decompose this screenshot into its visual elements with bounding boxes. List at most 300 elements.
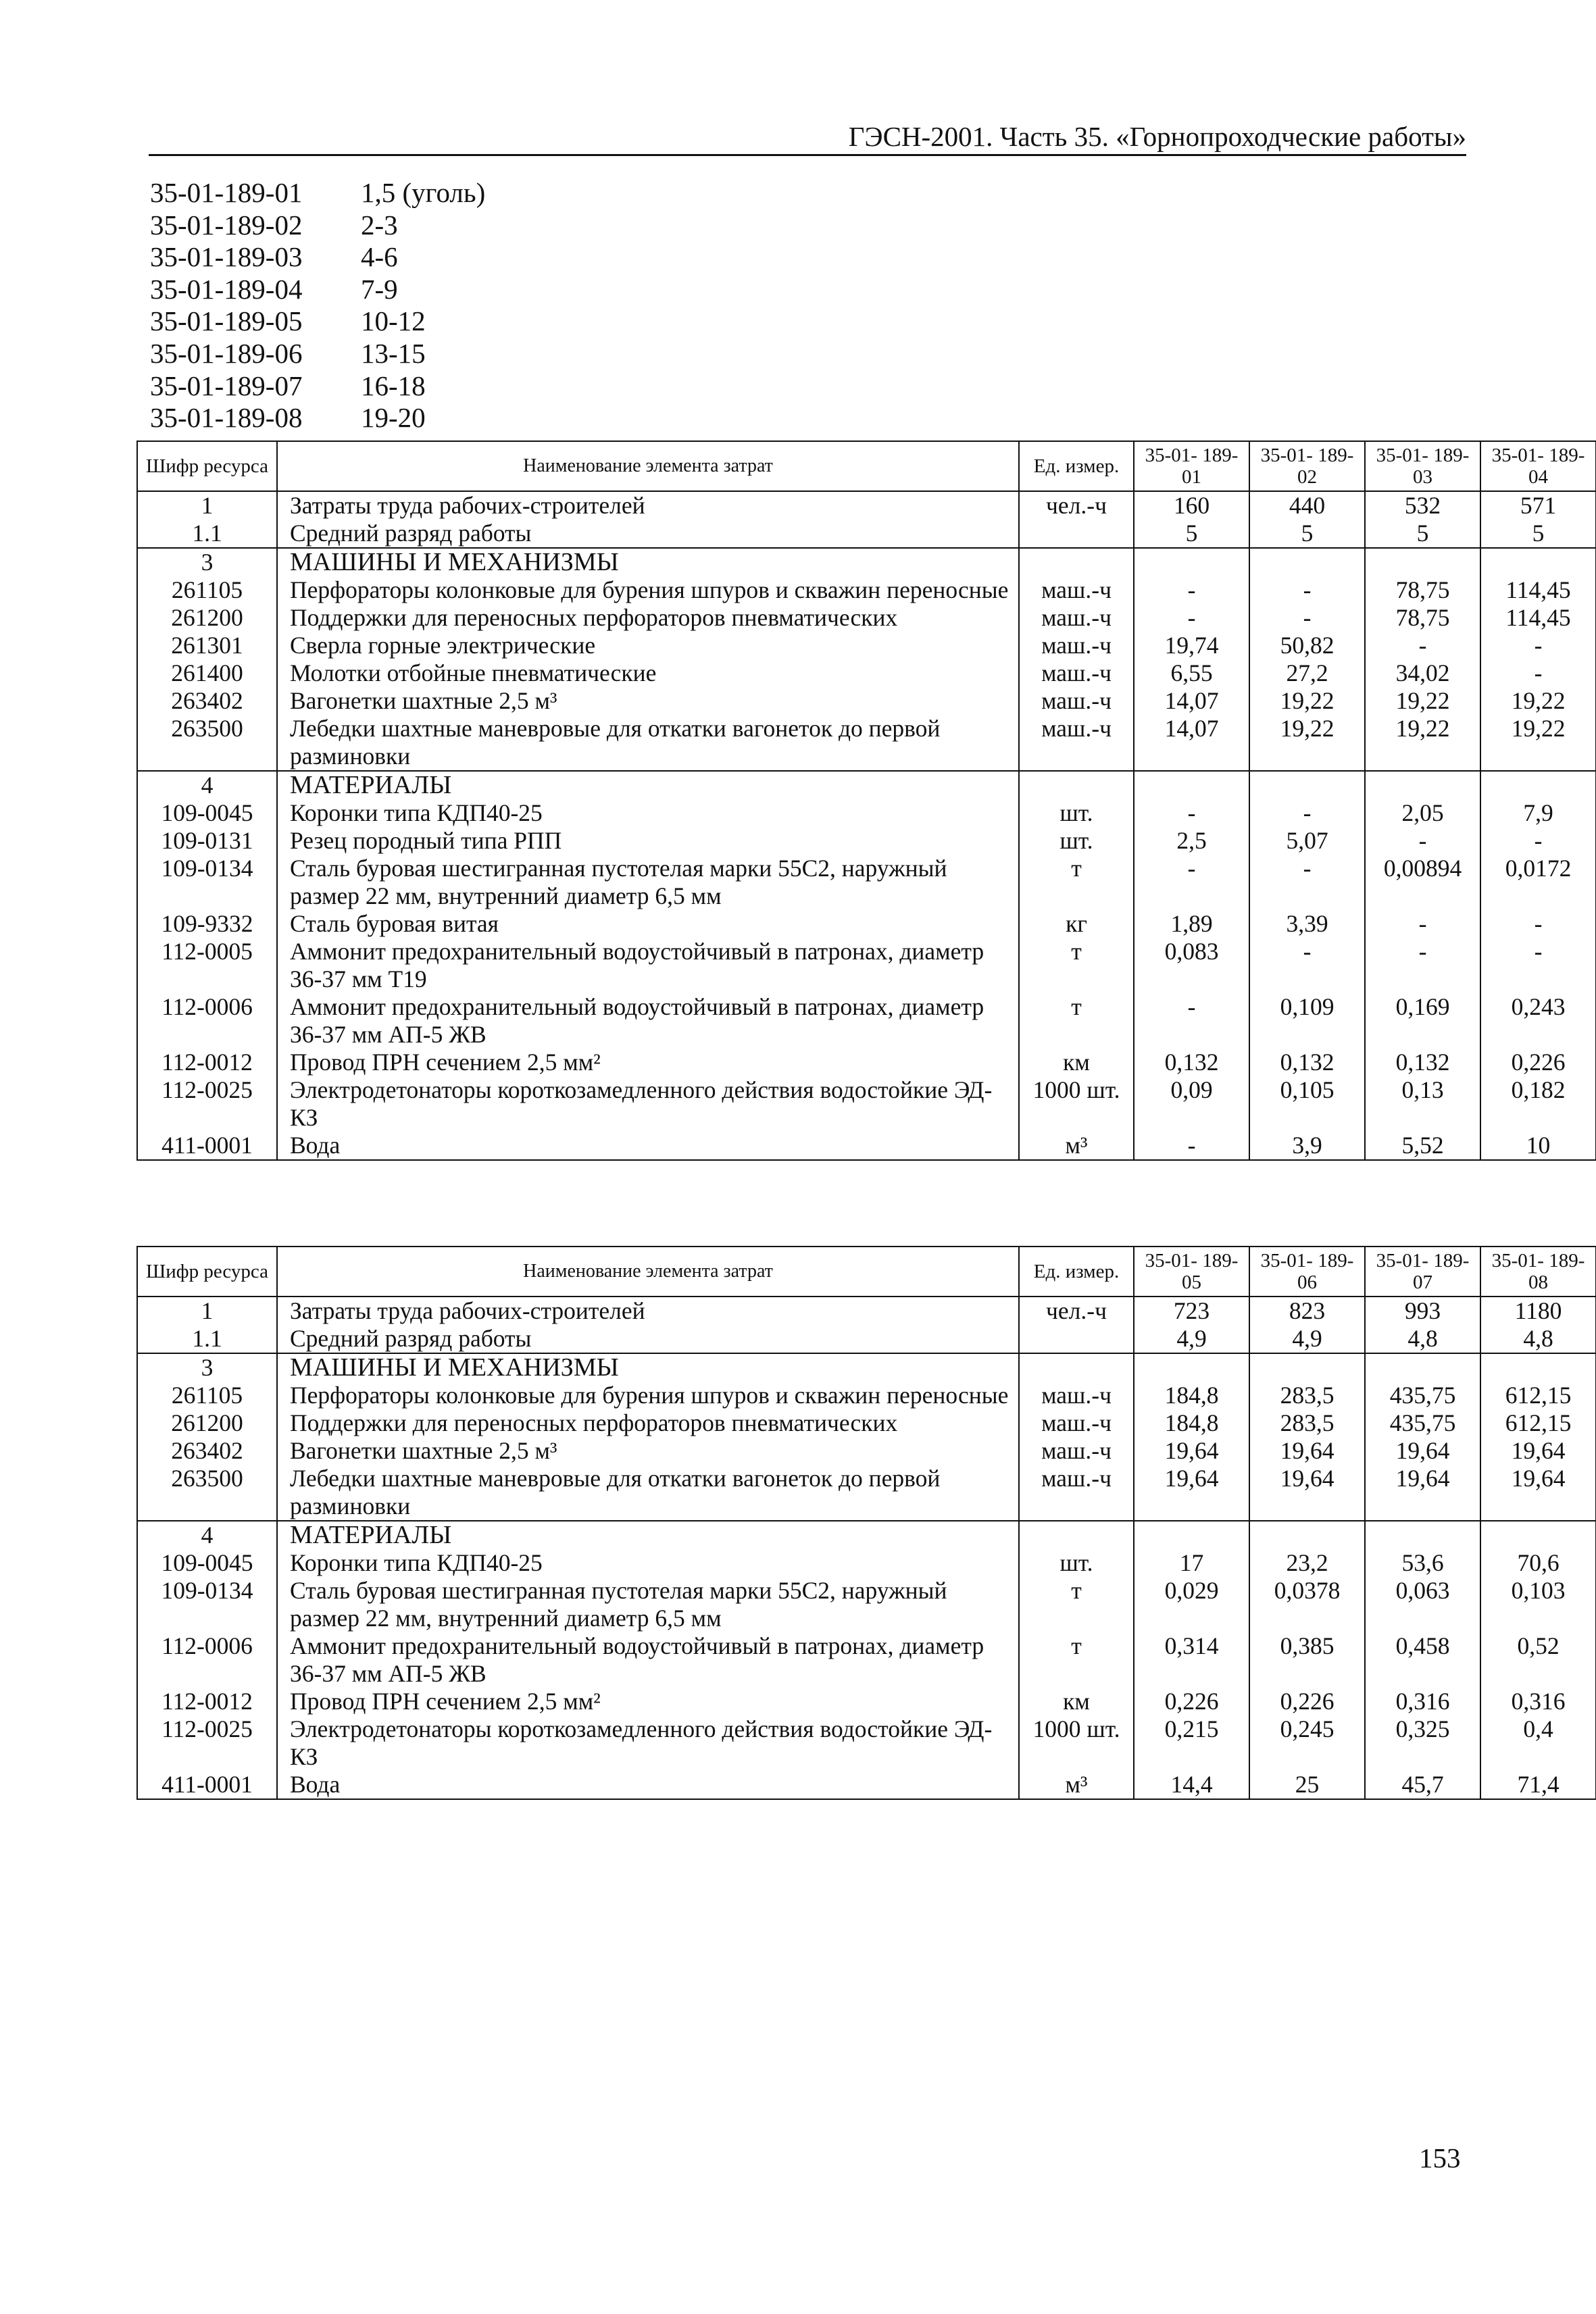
cost-element-name: Резец породный типа РПП: [277, 827, 1019, 855]
table-row: [137, 1076, 1596, 1132]
value-cell: -: [1480, 659, 1596, 687]
value-cell: 184,8: [1134, 1409, 1249, 1437]
unit-cell: маш.-ч: [1019, 715, 1134, 771]
value-cell: 5: [1480, 520, 1596, 548]
unit-cell: [1019, 1353, 1134, 1382]
resource-code: 1.1: [137, 520, 277, 548]
value-cell: 71,4: [1480, 1771, 1596, 1799]
cost-element-name: Сверла горные электрические: [277, 632, 1019, 659]
table-row: [137, 1409, 1596, 1437]
value-cell: 78,75: [1365, 576, 1480, 604]
value-cell: 2,05: [1365, 799, 1480, 827]
header-col-2: 35-01- 189-02: [1249, 441, 1365, 491]
value-cell: [1249, 1353, 1365, 1382]
resource-code: 261105: [137, 1382, 277, 1409]
table-row: [137, 1577, 1596, 1632]
value-cell: 114,45: [1480, 604, 1596, 632]
value-cell: 5: [1134, 520, 1249, 548]
unit-cell: кг: [1019, 910, 1134, 938]
value-cell: 0,226: [1249, 1688, 1365, 1715]
value-cell: 0,083: [1134, 938, 1249, 993]
unit-cell: маш.-ч: [1019, 1465, 1134, 1521]
value-cell: 823: [1249, 1297, 1365, 1325]
cost-element-name: Вагонетки шахтные 2,5 м³: [277, 687, 1019, 715]
resource-code: 109-0045: [137, 1549, 277, 1577]
resource-code: 109-0131: [137, 827, 277, 855]
header-col-1: 35-01- 189-05: [1134, 1247, 1249, 1297]
section-row: [137, 771, 1596, 799]
value-cell: 0,132: [1249, 1049, 1365, 1076]
norm-code-range: 13-15: [361, 337, 426, 369]
value-cell: 612,15: [1480, 1409, 1596, 1437]
value-cell: [1480, 771, 1596, 799]
value-cell: 0,385: [1249, 1632, 1365, 1688]
resource-code: 411-0001: [137, 1132, 277, 1160]
resource-code: 261200: [137, 1409, 277, 1437]
table-row: [137, 687, 1596, 715]
norm-code-range: 19-20: [361, 402, 426, 434]
value-cell: 283,5: [1249, 1382, 1365, 1409]
resource-code: 1.1: [137, 1325, 277, 1353]
value-cell: 14,07: [1134, 687, 1249, 715]
value-cell: 19,64: [1134, 1465, 1249, 1521]
section-title: МАТЕРИАЛЫ: [277, 771, 1019, 799]
unit-cell: чел.-ч: [1019, 491, 1134, 520]
resource-code: 3: [137, 548, 277, 576]
value-cell: 0,4: [1480, 1715, 1596, 1771]
resource-code: 112-0006: [137, 1632, 277, 1688]
value-cell: -: [1365, 910, 1480, 938]
value-cell: 4,8: [1480, 1325, 1596, 1353]
unit-cell: [1019, 548, 1134, 576]
header-code: Шифр ресурса: [137, 1247, 277, 1297]
value-cell: 19,22: [1365, 715, 1480, 771]
norm-code: 35-01-189-02: [150, 209, 303, 241]
resource-code: 261400: [137, 659, 277, 687]
unit-cell: т: [1019, 1577, 1134, 1632]
value-cell: 0,182: [1480, 1076, 1596, 1132]
value-cell: 0,316: [1480, 1688, 1596, 1715]
cost-element-name: Поддержки для переносных перфораторов пневматических: [277, 604, 1019, 632]
value-cell: [1480, 548, 1596, 576]
header-col-2: 35-01- 189-06: [1249, 1247, 1365, 1297]
value-cell: 612,15: [1480, 1382, 1596, 1409]
value-cell: [1134, 771, 1249, 799]
norm-code-row: [150, 338, 485, 370]
value-cell: -: [1134, 855, 1249, 910]
section-title: МАШИНЫ И МЕХАНИЗМЫ: [277, 1353, 1019, 1382]
cost-element-name: Молотки отбойные пневматические: [277, 659, 1019, 687]
value-cell: -: [1365, 938, 1480, 993]
unit-cell: м³: [1019, 1132, 1134, 1160]
value-cell: -: [1249, 799, 1365, 827]
cost-element-name: Средний разряд работы: [277, 1325, 1019, 1353]
cost-element-name: Коронки типа КДП40-25: [277, 1549, 1019, 1577]
value-cell: 3,39: [1249, 910, 1365, 938]
value-cell: 19,22: [1249, 715, 1365, 771]
value-cell: 0,245: [1249, 1715, 1365, 1771]
value-cell: 4,8: [1365, 1325, 1480, 1353]
norm-code: 35-01-189-05: [150, 305, 303, 337]
cost-element-name: Сталь буровая витая: [277, 910, 1019, 938]
unit-cell: т: [1019, 993, 1134, 1049]
unit-cell: шт.: [1019, 827, 1134, 855]
value-cell: 14,4: [1134, 1771, 1249, 1799]
norm-code: 35-01-189-08: [150, 402, 303, 434]
resource-code: 112-0006: [137, 993, 277, 1049]
value-cell: 19,22: [1480, 687, 1596, 715]
value-cell: 14,07: [1134, 715, 1249, 771]
resource-code: 263500: [137, 1465, 277, 1521]
cost-element-name: Поддержки для переносных перфораторов пневматических: [277, 1409, 1019, 1437]
unit-cell: маш.-ч: [1019, 604, 1134, 632]
unit-cell: маш.-ч: [1019, 687, 1134, 715]
resource-code: 109-0134: [137, 1577, 277, 1632]
cost-element-name: Сталь буровая шестигранная пустотелая марки 55С2, наружный размер 22 мм, внутренний диаметр 6,5 мм: [277, 855, 1019, 910]
value-cell: 19,74: [1134, 632, 1249, 659]
value-cell: 5: [1249, 520, 1365, 548]
norm-code-range: 7-9: [361, 273, 398, 305]
resource-table-2: [136, 1246, 1596, 1800]
norm-code-row: [150, 177, 485, 209]
value-cell: 0,0378: [1249, 1577, 1365, 1632]
table-row: [137, 1465, 1596, 1521]
header-col-3: 35-01- 189-03: [1365, 441, 1480, 491]
value-cell: 7,9: [1480, 799, 1596, 827]
cost-element-name: Вода: [277, 1132, 1019, 1160]
value-cell: [1365, 1521, 1480, 1549]
value-cell: 10: [1480, 1132, 1596, 1160]
value-cell: 50,82: [1249, 632, 1365, 659]
value-cell: 19,64: [1480, 1465, 1596, 1521]
value-cell: 0,314: [1134, 1632, 1249, 1688]
norm-code: 35-01-189-04: [150, 273, 303, 305]
value-cell: 435,75: [1365, 1409, 1480, 1437]
unit-cell: маш.-ч: [1019, 576, 1134, 604]
cost-element-name: Аммонит предохранительный водоустойчивый в патронах, диаметр 36-37 мм АП-5 ЖВ: [277, 993, 1019, 1049]
value-cell: 0,00894: [1365, 855, 1480, 910]
table-row: [137, 1049, 1596, 1076]
value-cell: 0,132: [1365, 1049, 1480, 1076]
value-cell: [1249, 771, 1365, 799]
norm-code-row: [150, 274, 485, 306]
cost-element-name: Вагонетки шахтные 2,5 м³: [277, 1437, 1019, 1465]
value-cell: 0,52: [1480, 1632, 1596, 1688]
section-title: МАШИНЫ И МЕХАНИЗМЫ: [277, 548, 1019, 576]
header-name: Наименование элемента затрат: [277, 1247, 1019, 1297]
value-cell: 4,9: [1249, 1325, 1365, 1353]
value-cell: 571: [1480, 491, 1596, 520]
value-cell: 53,6: [1365, 1549, 1480, 1577]
cost-element-name: Средний разряд работы: [277, 520, 1019, 548]
norm-code-row: [150, 209, 485, 242]
header-unit: Ед. измер.: [1019, 1247, 1134, 1297]
resource-table-1: [136, 441, 1596, 1161]
table-row: [137, 938, 1596, 993]
resource-code: 109-9332: [137, 910, 277, 938]
value-cell: -: [1480, 910, 1596, 938]
value-cell: 0,09: [1134, 1076, 1249, 1132]
table-row: [137, 1437, 1596, 1465]
value-cell: 17: [1134, 1549, 1249, 1577]
norm-code-list: [150, 177, 485, 434]
unit-cell: т: [1019, 1632, 1134, 1688]
value-cell: 5: [1365, 520, 1480, 548]
cost-element-name: Провод ПРН сечением 2,5 мм²: [277, 1688, 1019, 1715]
section-row: [137, 1521, 1596, 1549]
value-cell: 0,226: [1134, 1688, 1249, 1715]
norm-code: 35-01-189-01: [150, 177, 303, 208]
page-number: 153: [1419, 2142, 1461, 2173]
value-cell: [1365, 771, 1480, 799]
value-cell: -: [1134, 1132, 1249, 1160]
table-row: [137, 491, 1596, 520]
resource-code: 112-0025: [137, 1715, 277, 1771]
value-cell: 19,64: [1480, 1437, 1596, 1465]
resource-code: 1: [137, 491, 277, 520]
value-cell: [1249, 548, 1365, 576]
value-cell: 0,0172: [1480, 855, 1596, 910]
value-cell: 19,64: [1134, 1437, 1249, 1465]
section-row: [137, 1353, 1596, 1382]
norm-code-row: [150, 305, 485, 338]
value-cell: 1,89: [1134, 910, 1249, 938]
norm-code-range: 10-12: [361, 305, 426, 337]
value-cell: 0,063: [1365, 1577, 1480, 1632]
value-cell: 114,45: [1480, 576, 1596, 604]
cost-element-name: Лебедки шахтные маневровые для откатки вагонеток до первой разминовки: [277, 1465, 1019, 1521]
resource-code: 109-0134: [137, 855, 277, 910]
table-row: [137, 827, 1596, 855]
unit-cell: маш.-ч: [1019, 1382, 1134, 1409]
table-row: [137, 1549, 1596, 1577]
value-cell: -: [1134, 993, 1249, 1049]
value-cell: 0,316: [1365, 1688, 1480, 1715]
cost-element-name: Перфораторы колонковые для бурения шпуров и скважин переносные: [277, 1382, 1019, 1409]
value-cell: 0,103: [1480, 1577, 1596, 1632]
value-cell: [1134, 1353, 1249, 1382]
value-cell: -: [1249, 604, 1365, 632]
table-row: [137, 659, 1596, 687]
norm-code-range: 4-6: [361, 241, 398, 273]
unit-cell: 1000 шт.: [1019, 1715, 1134, 1771]
value-cell: [1480, 1353, 1596, 1382]
value-cell: -: [1365, 632, 1480, 659]
table-row: [137, 910, 1596, 938]
unit-cell: [1019, 520, 1134, 548]
value-cell: -: [1249, 938, 1365, 993]
cost-element-name: Аммонит предохранительный водоустойчивый в патронах, диаметр 36-37 мм АП-5 ЖВ: [277, 1632, 1019, 1688]
value-cell: -: [1480, 938, 1596, 993]
value-cell: 723: [1134, 1297, 1249, 1325]
value-cell: 27,2: [1249, 659, 1365, 687]
resource-code: 411-0001: [137, 1771, 277, 1799]
unit-cell: чел.-ч: [1019, 1297, 1134, 1325]
value-cell: 3,9: [1249, 1132, 1365, 1160]
value-cell: 0,109: [1249, 993, 1365, 1049]
value-cell: 993: [1365, 1297, 1480, 1325]
header-col-4: 35-01- 189-04: [1480, 441, 1596, 491]
resource-code: 261301: [137, 632, 277, 659]
table-row: [137, 520, 1596, 548]
value-cell: 34,02: [1365, 659, 1480, 687]
table-row: [137, 604, 1596, 632]
value-cell: -: [1134, 604, 1249, 632]
norm-code-range: 16-18: [361, 370, 426, 401]
value-cell: 78,75: [1365, 604, 1480, 632]
unit-cell: [1019, 1521, 1134, 1549]
unit-cell: [1019, 771, 1134, 799]
header-name: Наименование элемента затрат: [277, 441, 1019, 491]
value-cell: 6,55: [1134, 659, 1249, 687]
value-cell: -: [1249, 576, 1365, 604]
cost-element-name: Электродетонаторы короткозамедленного действия водостойкие ЭД-КЗ: [277, 1715, 1019, 1771]
value-cell: 0,169: [1365, 993, 1480, 1049]
header-unit: Ед. измер.: [1019, 441, 1134, 491]
value-cell: 0,13: [1365, 1076, 1480, 1132]
unit-cell: км: [1019, 1688, 1134, 1715]
resource-code: 112-0012: [137, 1688, 277, 1715]
value-cell: 5,07: [1249, 827, 1365, 855]
unit-cell: 1000 шт.: [1019, 1076, 1134, 1132]
header-col-4: 35-01- 189-08: [1480, 1247, 1596, 1297]
resource-code: 263402: [137, 687, 277, 715]
norm-code-range: 2-3: [361, 209, 398, 241]
table-row: [137, 1382, 1596, 1409]
norm-code: 35-01-189-07: [150, 370, 303, 401]
running-header-title: ГЭСН-2001. Часть 35. «Горнопроходческие работы»: [848, 121, 1466, 152]
cost-element-name: Затраты труда рабочих-строителей: [277, 1297, 1019, 1325]
cost-element-name: Затраты труда рабочих-строителей: [277, 491, 1019, 520]
cost-element-name: Коронки типа КДП40-25: [277, 799, 1019, 827]
value-cell: -: [1249, 855, 1365, 910]
value-cell: 435,75: [1365, 1382, 1480, 1409]
unit-cell: м³: [1019, 1771, 1134, 1799]
value-cell: 25: [1249, 1771, 1365, 1799]
table-row: [137, 1632, 1596, 1688]
resource-code: 4: [137, 771, 277, 799]
norm-code-range: 1,5 (уголь): [361, 177, 486, 208]
value-cell: 45,7: [1365, 1771, 1480, 1799]
unit-cell: [1019, 1325, 1134, 1353]
header-code: Шифр ресурса: [137, 441, 277, 491]
table-row: [137, 632, 1596, 659]
value-cell: [1249, 1521, 1365, 1549]
table-row: [137, 1325, 1596, 1353]
value-cell: 23,2: [1249, 1549, 1365, 1577]
norm-code-row: [150, 402, 485, 434]
value-cell: 160: [1134, 491, 1249, 520]
value-cell: -: [1365, 827, 1480, 855]
value-cell: 0,458: [1365, 1632, 1480, 1688]
cost-element-name: Лебедки шахтные маневровые для откатки вагонеток до первой разминовки: [277, 715, 1019, 771]
value-cell: 19,64: [1249, 1465, 1365, 1521]
section-title: МАТЕРИАЛЫ: [277, 1521, 1019, 1549]
unit-cell: т: [1019, 855, 1134, 910]
value-cell: 19,64: [1365, 1437, 1480, 1465]
value-cell: 0,132: [1134, 1049, 1249, 1076]
value-cell: 532: [1365, 491, 1480, 520]
cost-element-name: Провод ПРН сечением 2,5 мм²: [277, 1049, 1019, 1076]
value-cell: 2,5: [1134, 827, 1249, 855]
value-cell: -: [1134, 576, 1249, 604]
value-cell: 283,5: [1249, 1409, 1365, 1437]
table-row: [137, 1771, 1596, 1799]
resource-code: 112-0025: [137, 1076, 277, 1132]
value-cell: 0,243: [1480, 993, 1596, 1049]
cost-element-name: Электродетонаторы короткозамедленного действия водостойкие ЭД-КЗ: [277, 1076, 1019, 1132]
value-cell: 0,105: [1249, 1076, 1365, 1132]
running-header: [149, 119, 1466, 156]
value-cell: 0,325: [1365, 1715, 1480, 1771]
resource-code: 3: [137, 1353, 277, 1382]
table-row: [137, 1688, 1596, 1715]
resource-code: 261105: [137, 576, 277, 604]
resource-code: 4: [137, 1521, 277, 1549]
value-cell: 440: [1249, 491, 1365, 520]
value-cell: 0,215: [1134, 1715, 1249, 1771]
value-cell: -: [1480, 827, 1596, 855]
value-cell: [1134, 548, 1249, 576]
unit-cell: маш.-ч: [1019, 1437, 1134, 1465]
value-cell: 4,9: [1134, 1325, 1249, 1353]
resource-code: 263500: [137, 715, 277, 771]
table-row: [137, 1297, 1596, 1325]
table-row: [137, 799, 1596, 827]
table-row: [137, 1715, 1596, 1771]
value-cell: 1180: [1480, 1297, 1596, 1325]
value-cell: [1134, 1521, 1249, 1549]
norm-code: 35-01-189-06: [150, 337, 303, 369]
value-cell: 70,6: [1480, 1549, 1596, 1577]
table-row: [137, 855, 1596, 910]
value-cell: 0,029: [1134, 1577, 1249, 1632]
resource-code: 109-0045: [137, 799, 277, 827]
resource-code: 1: [137, 1297, 277, 1325]
value-cell: [1365, 548, 1480, 576]
value-cell: 19,22: [1249, 687, 1365, 715]
table-row: [137, 1132, 1596, 1160]
table-row: [137, 715, 1596, 771]
value-cell: 5,52: [1365, 1132, 1480, 1160]
norm-code: 35-01-189-03: [150, 241, 303, 273]
cost-element-name: Вода: [277, 1771, 1019, 1799]
section-row: [137, 548, 1596, 576]
value-cell: 19,22: [1480, 715, 1596, 771]
value-cell: [1365, 1353, 1480, 1382]
resource-code: 261200: [137, 604, 277, 632]
value-cell: 19,64: [1249, 1437, 1365, 1465]
value-cell: 19,22: [1365, 687, 1480, 715]
norm-code-row: [150, 241, 485, 274]
cost-element-name: Перфораторы колонковые для бурения шпуров и скважин переносные: [277, 576, 1019, 604]
unit-cell: маш.-ч: [1019, 1409, 1134, 1437]
value-cell: 184,8: [1134, 1382, 1249, 1409]
value-cell: -: [1480, 632, 1596, 659]
norm-code-row: [150, 370, 485, 403]
unit-cell: шт.: [1019, 1549, 1134, 1577]
resource-code: 263402: [137, 1437, 277, 1465]
cost-element-name: Аммонит предохранительный водоустойчивый в патронах, диаметр 36-37 мм Т19: [277, 938, 1019, 993]
table-row: [137, 576, 1596, 604]
unit-cell: км: [1019, 1049, 1134, 1076]
resource-code: 112-0012: [137, 1049, 277, 1076]
resource-code: 112-0005: [137, 938, 277, 993]
header-col-1: 35-01- 189-01: [1134, 441, 1249, 491]
cost-element-name: Сталь буровая шестигранная пустотелая марки 55С2, наружный размер 22 мм, внутренний диаметр 6,5 мм: [277, 1577, 1019, 1632]
unit-cell: шт.: [1019, 799, 1134, 827]
unit-cell: маш.-ч: [1019, 659, 1134, 687]
